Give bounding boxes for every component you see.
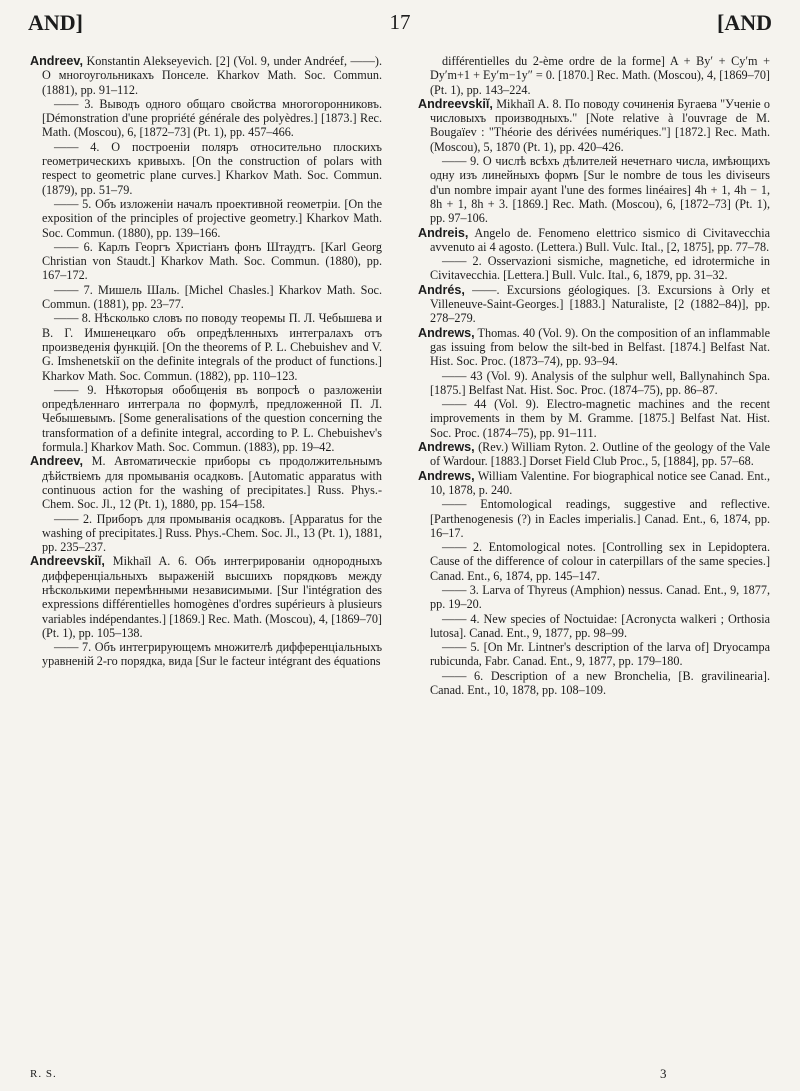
catalogue-entry bbox=[418, 226, 770, 255]
catalogue-entry bbox=[418, 397, 770, 440]
catalogue-entry bbox=[30, 311, 382, 382]
catalogue-entry bbox=[418, 369, 770, 398]
footer-signature: R. S. bbox=[30, 1068, 57, 1080]
entry-author: Andrews, bbox=[418, 325, 475, 340]
entry-author: Andreevskiĭ, bbox=[418, 96, 493, 111]
catalogue-entry bbox=[418, 540, 770, 583]
entry-text: M. Автоматическіе приборы съ продолжительнымъ дѣйствіемъ для промыванія осадковъ. [Automatic apparatus with continuous action for the washing of precipitates.] Russ. Phys.-Chem. Soc. Jl., 12 (Pt. 1), 1880, pp. 154–158. bbox=[42, 454, 382, 512]
right-column bbox=[418, 54, 770, 697]
entry-text: ——. Excursions géologiques. [3. Excursions à Orly et Villeneuve-Saint-Georges.] [1883.] Naturaliste, [2 (1882–84)], pp. 278–279. bbox=[430, 282, 770, 326]
catalogue-entry bbox=[30, 512, 382, 555]
header-right-range: [AND bbox=[717, 10, 772, 35]
catalogue-entry bbox=[418, 54, 770, 97]
page-number: 17 bbox=[389, 10, 411, 34]
entry-text: —— 3. Larva of Thyreus (Amphion) nessus. Canad. Ent., 9, 1877, pp. 19–20. bbox=[430, 582, 770, 612]
entry-author: Andrés, bbox=[418, 282, 465, 297]
catalogue-entry bbox=[418, 254, 770, 283]
entry-text: —— 9. О числѣ всѣхъ дѣлителей нечетнаго числа, имѣющихъ одну изъ линейныхъ формъ [Sur le nombre de tous les diviseurs d'un nombre impair ayant l'une des formes linéaires] 4h + 1, 4h − 1, 8h + 1, 8h + 3. [1869.] Rec. Math. (Moscou), 6, [1872–73] (Pt. 1), pp. 97–106. bbox=[430, 154, 770, 226]
page-header bbox=[28, 10, 772, 44]
left-column bbox=[30, 54, 382, 669]
entry-text: —— 43 (Vol. 9). Analysis of the sulphur well, Ballynahinch Spa. [1875.] Belfast Nat. Hist. Soc. Proc. (1874–75), pp. 86–87. bbox=[430, 368, 770, 397]
entry-text: Konstantin Alekseyevich. [2] (Vol. 9, under Andréef, ——). О многоугольникахъ Понселе. Kharkov Math. Soc. Commun. (1881), pp. 91–112. bbox=[42, 54, 383, 97]
catalogue-entry bbox=[418, 326, 770, 369]
entry-text: différentielles du 2-ème ordre de la forme] A + By′ + Cy′m + Dy′m+1 + Ey′m−1y″ = 0. [1870.] Rec. Math. (Moscou), 4, [1869–70] (Pt. 1), pp. 143–224. bbox=[430, 54, 770, 97]
catalogue-entry bbox=[418, 640, 770, 669]
catalogue-entry bbox=[418, 440, 770, 469]
entry-text: —— 3. Выводъ одного общаго свойства многогоронниковъ. [Démonstration d'une propriété générale des polyèdres.] [1873.] Rec. Math. (Moscou), 6, [1872–73] (Pt. 1), pp. 457–466. bbox=[42, 96, 382, 140]
catalogue-entry bbox=[30, 197, 382, 240]
footer-sheet-number: 3 bbox=[660, 1066, 667, 1081]
catalogue-entry bbox=[30, 140, 382, 197]
entry-author: Andreev, bbox=[30, 454, 83, 469]
entry-text: William Valentine. For biographical notice see Canad. Ent., 10, 1878, p. 240. bbox=[430, 468, 770, 497]
entry-text: —— Entomological readings, suggestive and reflective. [Parthenogenesis (?) in Eacles imperialis.] Canad. Ent., 6, 1874, pp. 16–17. bbox=[430, 497, 770, 540]
entry-text: —— 8. Нѣсколько словъ по поводу теоремы П. Л. Чебышева и В. Г. Имшенецкаго объ опредѣленныхъ интегралахъ отъ произведенія функцій. [On the theorems of P. L. Chebuishev and V. G. Imshenetskiĭ on the definite integrals of the product of functions.] Kharkov Math. Soc. Commun. (1882), pp. 110–123. bbox=[42, 311, 382, 383]
catalogue-entry bbox=[30, 283, 382, 312]
catalogue-entry bbox=[30, 640, 382, 669]
entry-text: —— 5. Объ изложеніи началъ проективной геометріи. [On the exposition of the principles of projective geometry.] Kharkov Math. Soc. Commun. (1880), pp. 139–166. bbox=[42, 196, 382, 240]
header-left-range: AND] bbox=[28, 10, 83, 35]
catalogue-entry bbox=[418, 469, 770, 498]
entry-text: —— 5. [On Mr. Lintner's description of the larva of] Dryocampa rubicunda, Fabr. Canad. Ent., 9, 1877, pp. 179–180. bbox=[430, 640, 770, 669]
catalogue-entry bbox=[30, 554, 382, 640]
entry-text: Mikhaĭl A. 6. Объ интегрированіи однородныхъ дифференціальныхъ выраженій высшихъ порядковъ между нѣсколькими перемѣнными независимыми. [Sur l'intégration des expressions différentielles homogènes d'ordres supérieurs à plusieurs variables indépendantes.] [1869.] Rec. Math. (Moscou), 4, [1869–70] (Pt. 1), pp. 105–138. bbox=[42, 554, 382, 640]
entry-text: —— 2. Osservazioni sismiche, magnetiche, ed idrotermiche in Civitavecchia. [Lettera.] Bull. Vulc. Ital., 6, 1879, pp. 31–32. bbox=[430, 254, 770, 283]
catalogue-entry bbox=[30, 454, 382, 511]
entry-text: —— 44 (Vol. 9). Electro-magnetic machines and the recent improvements in them by M. Gramme. [1875.] Belfast Nat. Hist. Soc. Proc. (1874–75), pp. 91–111. bbox=[430, 397, 770, 440]
entry-text: Thomas. 40 (Vol. 9). On the composition of an inflammable gas issuing from below the silt-bed in Belfast. [1874.] Belfast Nat. Hist. Soc. Proc. (1873–74), pp. 93–94. bbox=[430, 325, 770, 369]
entry-text: —— 2. Entomological notes. [Controlling sex in Lepidoptera. Cause of the difference of colour in caterpillars of the same species.] Canad. Ent., 6, 1874, pp. 145–147. bbox=[430, 540, 770, 583]
entry-author: Andreevskiĭ, bbox=[30, 554, 105, 569]
catalogue-entry bbox=[418, 612, 770, 641]
catalogue-entry bbox=[30, 240, 382, 283]
catalogue-entry bbox=[418, 283, 770, 326]
catalogue-entry bbox=[418, 669, 770, 698]
entry-author: Andreis, bbox=[418, 225, 469, 240]
catalogue-entry bbox=[418, 154, 770, 225]
catalogue-entry bbox=[30, 97, 382, 140]
entry-text: —— 7. Мишель Шаль. [Michel Chasles.] Kharkov Math. Soc. Commun. (1881), pp. 23–77. bbox=[42, 282, 382, 312]
entry-text: —— 9. Нѣкоторыя обобщенія въ вопросѣ о разложеніи опредѣленнаго интеграла по формулѣ, предложенной П. Л. Чебышевымъ. [Some generalisations of the question concerning the transformation of a definite integral, according to P. L. Chebuishev's formula.] Kharkov Math. Soc. Commun. (1883), pp. 19–42. bbox=[42, 382, 382, 455]
catalogue-entry bbox=[418, 97, 770, 154]
catalogue-entry bbox=[30, 54, 382, 97]
catalogue-entry bbox=[418, 583, 770, 612]
entry-text: —— 4. New species of Noctuidae: [Acronycta walkeri ; Orthosia lutosa]. Canad. Ent., 9, 1877, pp. 98–99. bbox=[430, 611, 770, 640]
entry-text: Mikhaĭl A. 8. По поводу сочиненія Бугаева "Ученіе о числовыхъ производныхъ." [Note relative à l'ouvrage de M. Bougaïev : "Théorie des dérivées numériques."] [1872.] Rec. Math. (Moscou), 5, 1870 (Pt. 1), pp. 420–426. bbox=[430, 96, 770, 154]
entry-text: —— 2. Приборъ для промыванія осадковъ. [Apparatus for the washing of precipitates.] Russ. Phys.-Chem. Soc. Jl., 13 (Pt. 1), 1881, pp. 235–237. bbox=[42, 511, 382, 555]
catalogue-entry bbox=[30, 383, 382, 454]
entry-text: —— 7. Объ интегрирующемъ множителѣ дифференціальныхъ уравненій 2-го порядка, вида [Sur le facteur intégrant des équations bbox=[42, 640, 382, 669]
entry-text: (Rev.) William Ryton. 2. Outline of the geology of the Vale of Wardour. [1883.] Dorset Field Club Proc., 5, [1884], pp. 57–68. bbox=[430, 440, 770, 469]
entry-text: Angelo de. Fenomeno elettrico sismico di Civitavecchia avvenuto ai 4 agosto. (Lettera.) Bull. Vulc. Ital., [2, 1875], pp. 77–78. bbox=[430, 225, 771, 254]
entry-author: Andrews, bbox=[418, 468, 475, 483]
entry-text: —— 6. Карлъ Георгъ Христіанъ фонъ Штаудтъ. [Karl Georg Christian von Staudt.] Kharkov Math. Soc. Commun. (1880), pp. 167–172. bbox=[42, 239, 382, 283]
catalogue-entry bbox=[418, 497, 770, 540]
entry-text: —— 6. Description of a new Bronchelia, [B. gravilinearia]. Canad. Ent., 10, 1878, pp. 108–109. bbox=[430, 668, 770, 698]
entry-author: Andrews, bbox=[418, 440, 475, 455]
entry-text: —— 4. О построеніи поляръ относительно плоскихъ геометрическихъ кривыхъ. [On the construction of polars with respect to geometric plane curves.] Kharkov Math. Soc. Commun. (1879), pp. 51–79. bbox=[42, 139, 382, 197]
entry-author: Andreev, bbox=[30, 54, 83, 68]
